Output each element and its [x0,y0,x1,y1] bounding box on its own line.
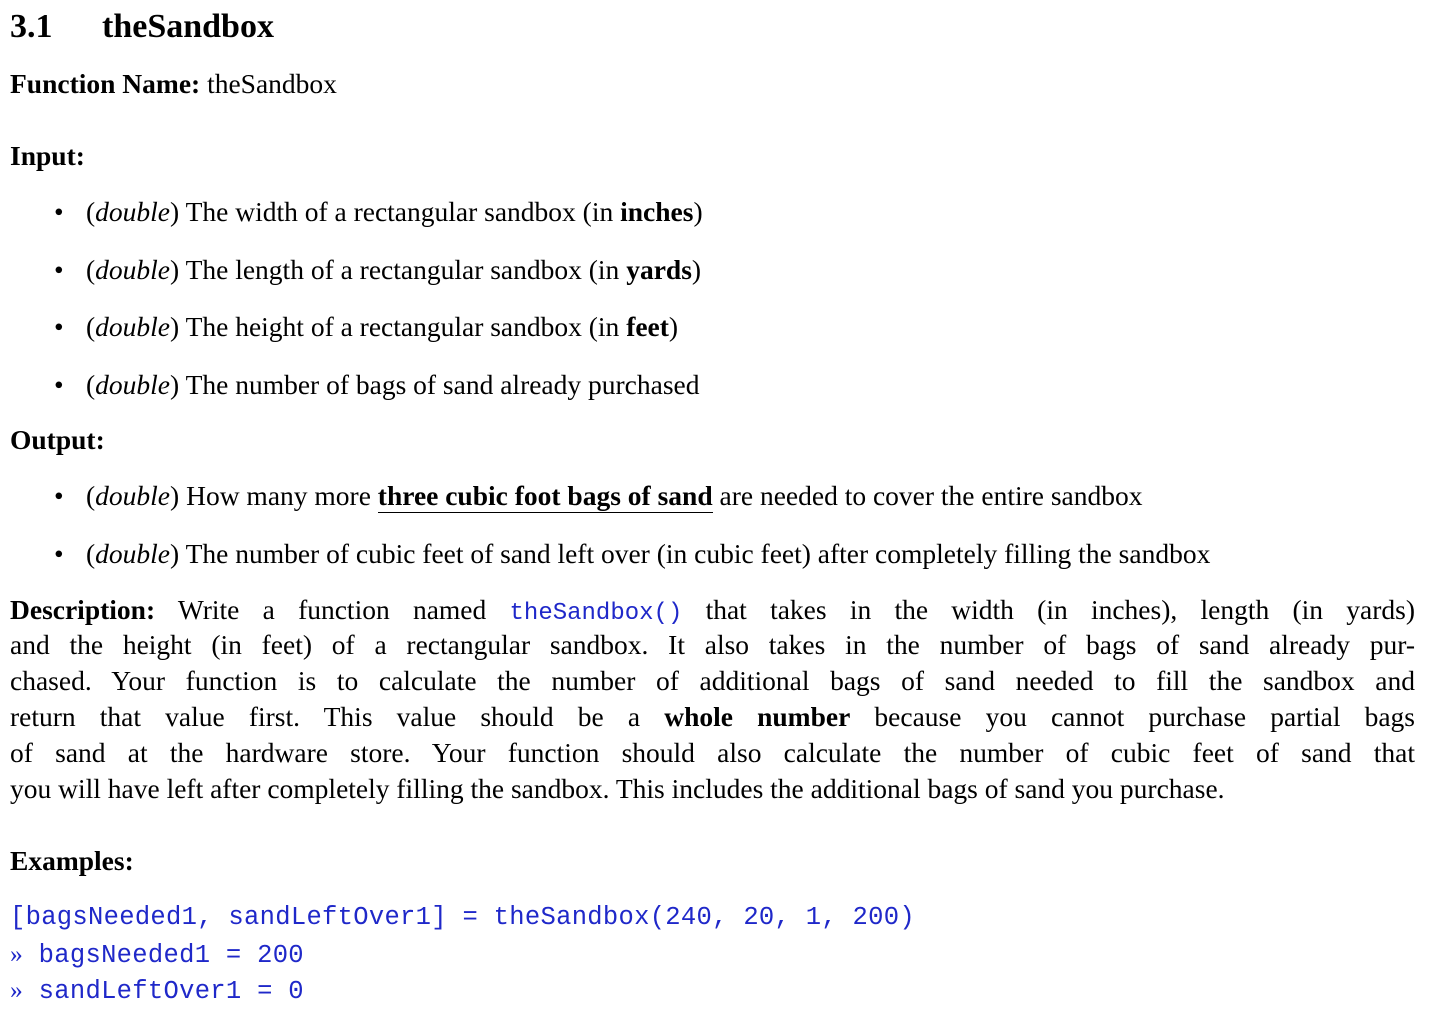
examples-heading: Examples: [10,845,134,876]
input-text: The number of bags of sand already purchased [185,369,700,400]
section-title-text: theSandbox [102,8,274,45]
output-heading: Output: [10,424,105,455]
description-line: you will have left after completely filling the sandbox. This includes the additional bags of sand you purchase. [10,773,1225,804]
input-type: double [95,254,171,285]
function-name-value: theSandbox [207,68,337,99]
example-result [10,975,304,1006]
input-type: double [95,311,171,342]
input-type: double [95,196,171,227]
input-unit: feet [626,311,669,342]
output-text: The number of cubic feet of sand left over (in cubic feet) after completely filling the sandbox [185,538,1211,569]
description-line: of sand at the hardware store. Your function should also calculate the number of cubic feet of sand that [10,737,1415,768]
input-item: • (double) The height of a rectangular sandbox (in feet) [54,311,679,342]
description-line [10,594,1415,627]
description-line [10,701,1415,733]
input-text: The width of a rectangular sandbox (in [185,196,621,227]
function-name-label: Function Name: [10,68,201,99]
bullet-dot: • [54,538,64,569]
description-label: Description: [10,594,156,625]
input-unit: inches [620,196,694,227]
prompt-symbol: » [10,975,24,1004]
bullet-dot: • [54,196,64,227]
input-item: • (double) The number of bags of sand already purchased [54,369,700,400]
description-text: because you cannot purchase partial bags [850,701,1416,732]
bullet-dot: • [54,480,64,511]
function-name-line [10,68,337,100]
input-text-end: ) [693,196,703,227]
bullet-dot: • [54,369,64,400]
input-text: The length of a rectangular sandbox (in [185,254,627,285]
description-line: and the height (in feet) of a rectangular sandbox. It also takes in the number of bags of sand already pur- [10,629,1415,660]
bullet-dot: • [54,311,64,342]
output-type: double [95,480,171,511]
output-emphasis: three cubic foot bags of sand [377,480,713,511]
description-text: Write a function named [177,594,510,625]
input-text: The height of a rectangular sandbox (in [185,311,627,342]
input-item: • (double) The width of a rectangular sandbox (in inches) [54,196,703,227]
description-text: return that value first. This value should be a [10,701,665,732]
function-code-ref: theSandbox() [509,600,683,627]
example-result [10,939,304,970]
input-text-end: ) [691,254,702,285]
output-text-end: are needed to cover the entire sandbox [712,480,1143,511]
input-unit: yards [626,254,692,285]
input-text-end: ) [668,311,679,342]
output-item: • (double) The number of cubic feet of sand left over (in cubic feet) after completely filling the sandbox [54,538,1211,569]
example-result-text: bagsNeeded1 = 200 [23,941,304,970]
section-number: 3.1 [10,8,53,45]
description-line: chased. Your function is to calculate the number of additional bags of sand needed to fill the sandbox and [10,665,1415,696]
whole-number-emphasis: whole number [664,701,851,732]
bullet-dot: • [54,254,64,285]
example-result-text: sandLeftOver1 = 0 [23,977,304,1006]
output-item: • (double) How many more three cubic foot bags of sand are needed to cover the entire sandbox [54,480,1143,511]
prompt-symbol: » [10,939,24,968]
input-type: double [95,369,171,400]
section-title [10,8,274,46]
input-item: • (double) The length of a rectangular sandbox (in yards) [54,254,702,285]
description-text: that takes in the width (in inches), length (in yards) [682,594,1415,625]
output-type: double [95,538,171,569]
example-call: [bagsNeeded1, sandLeftOver1] = theSandbox(240, 20, 1, 200) [10,903,915,932]
output-text: How many more [186,480,378,511]
input-heading: Input: [10,140,85,171]
